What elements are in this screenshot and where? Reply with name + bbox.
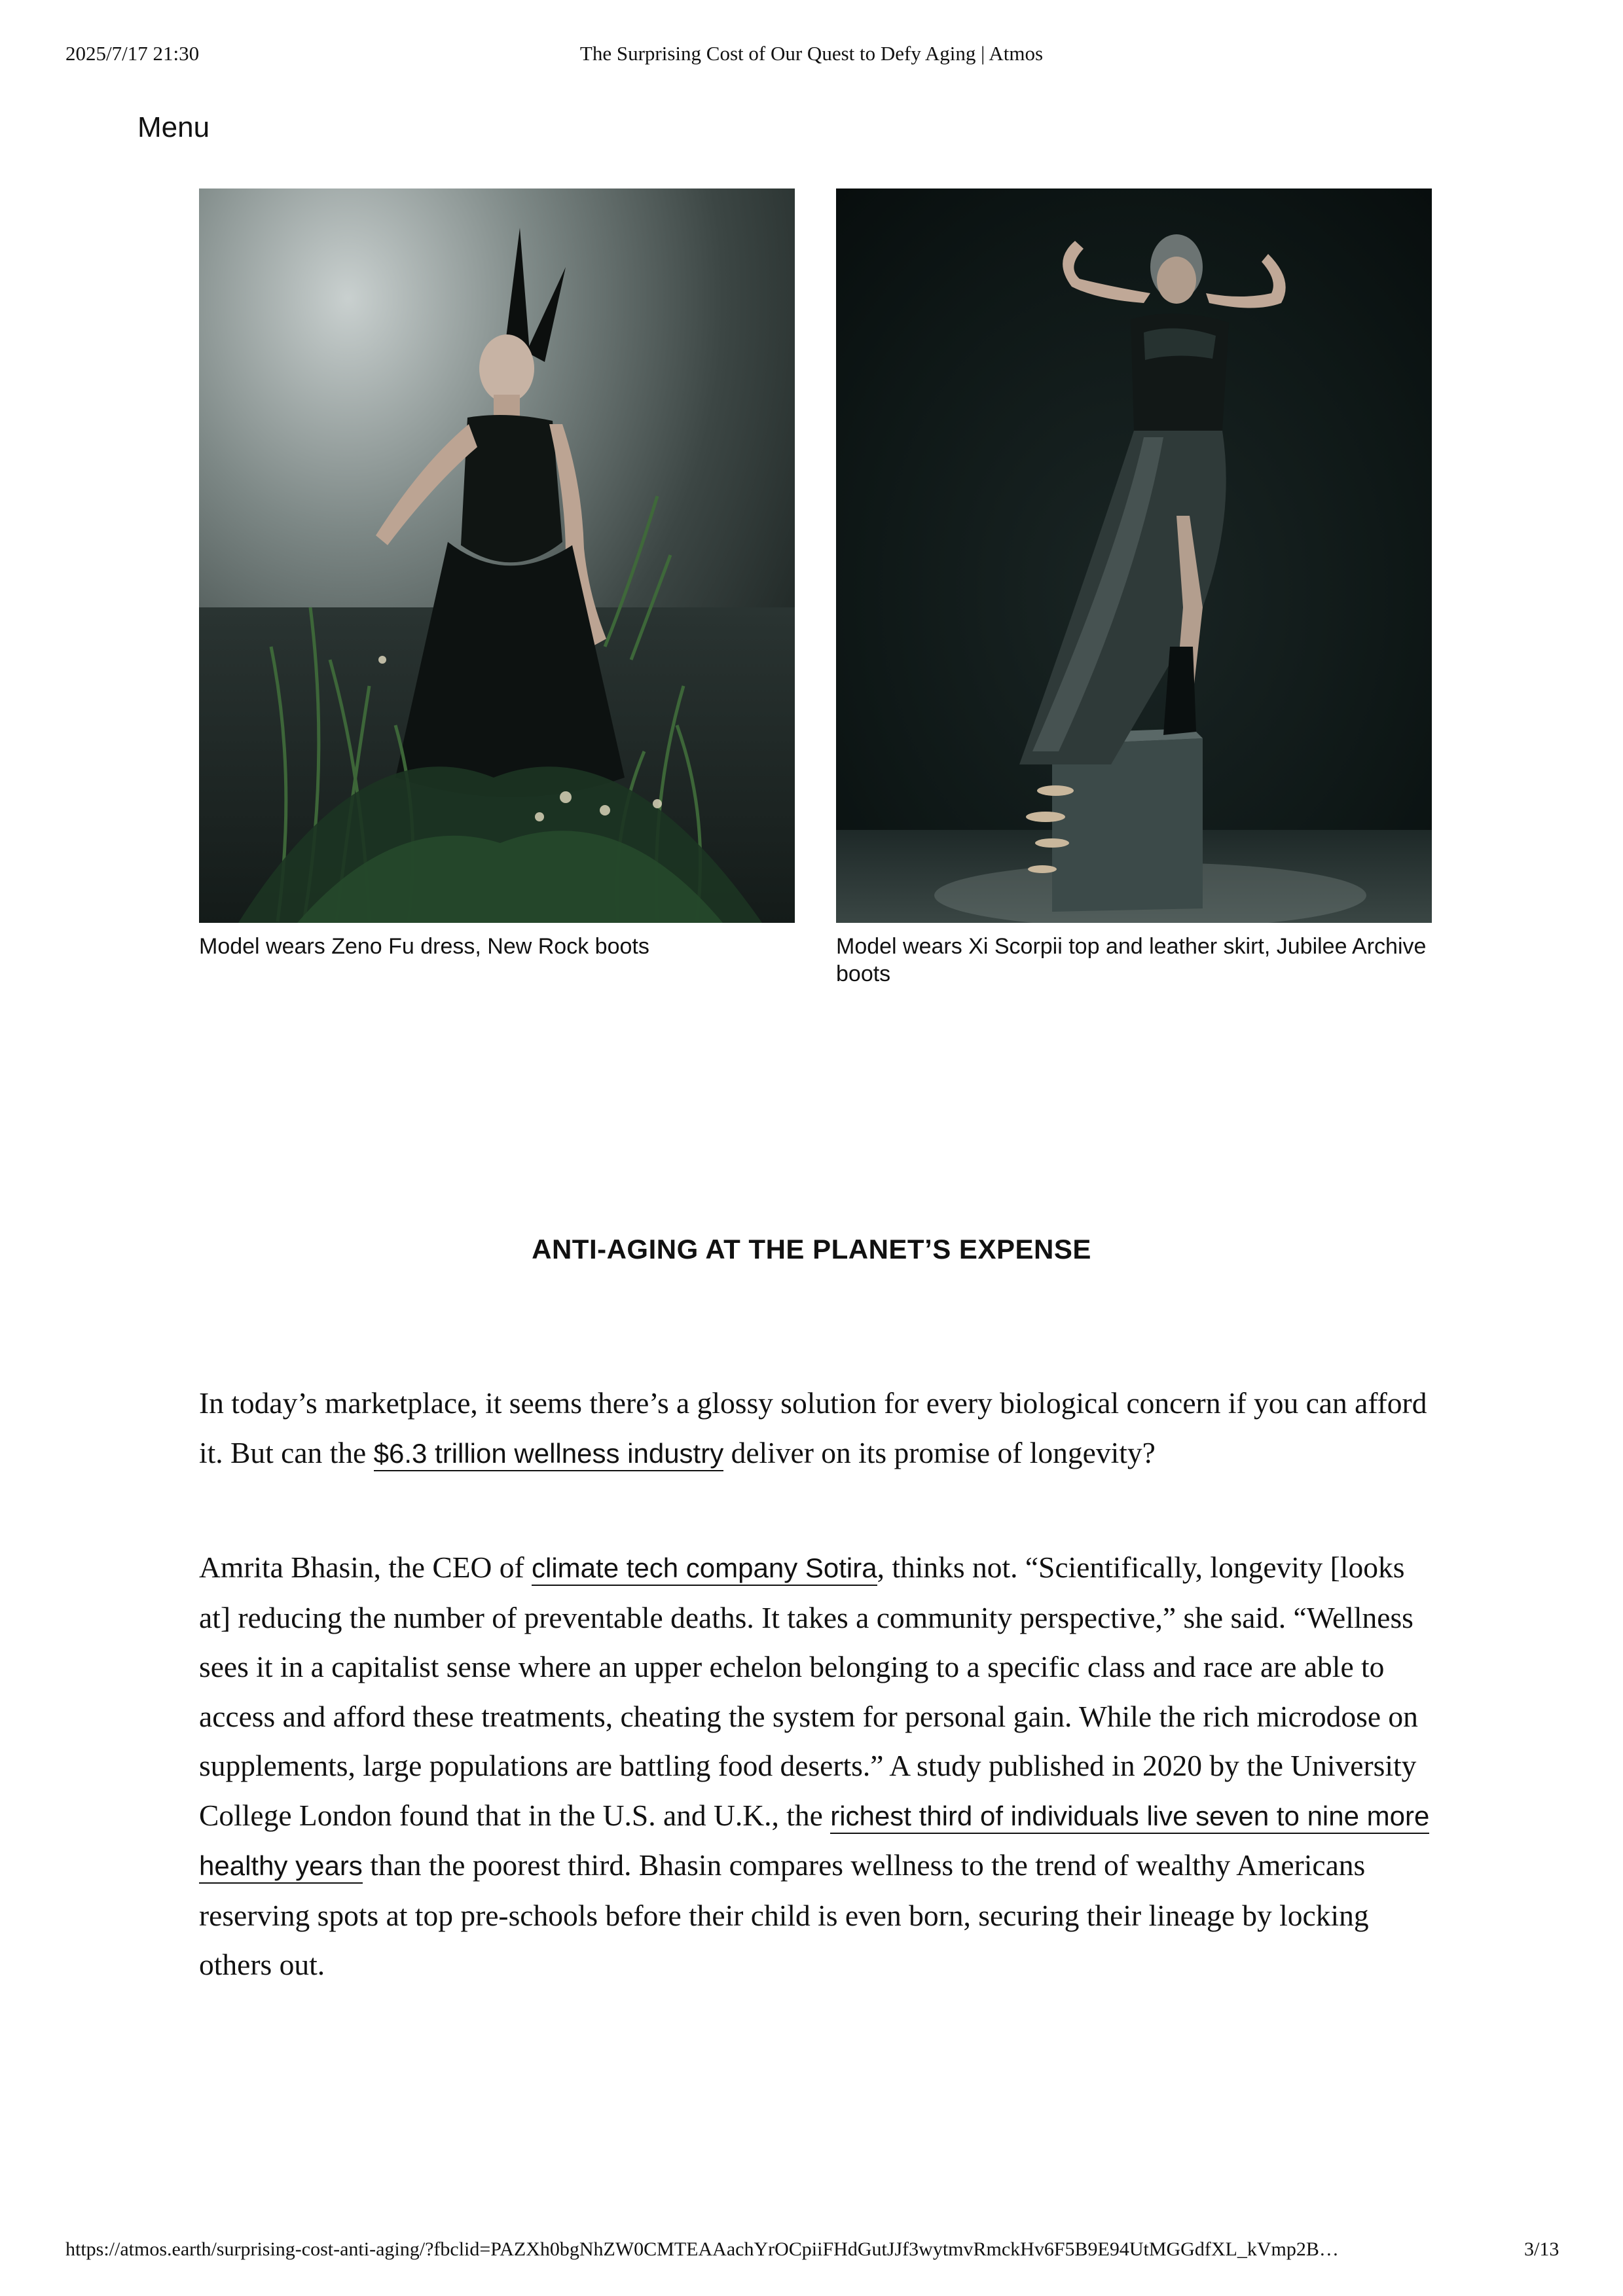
article-paragraph-2 — [199, 1543, 1443, 1990]
print-page-number: 3/13 — [1524, 2238, 1559, 2260]
article-paragraph-1 — [199, 1378, 1443, 1478]
paragraph-2-text-before: Amrita Bhasin, the CEO of — [199, 1551, 532, 1584]
print-datetime: 2025/7/17 21:30 — [65, 42, 200, 65]
menu-button[interactable]: Menu — [137, 111, 210, 143]
photo-model-on-plinth — [836, 188, 1432, 923]
paragraph-2-text-middle: , thinks not. “Scientifically, longevity [looks at] reducing the number of preventable deaths. It takes a community perspective,” she said. “Wellness sees it in a capitalist sense where an upper echelon belonging to a specific class and race are able to access and afford these treatments, cheating the system for personal gain. While the rich microdose on supplements, large populations are battling food deserts.” A study published in 2020 by the University College London found that in the U.S. and U.K., the — [199, 1551, 1418, 1832]
wellness-industry-link[interactable]: $6.3 trillion wellness industry — [374, 1438, 724, 1471]
paragraph-1-text-before: In today’s marketplace, it seems there’s a glossy solution for every biological concern if you can afford it. But can the — [199, 1386, 1427, 1469]
sotira-company-link[interactable]: climate tech company Sotira — [532, 1552, 877, 1586]
photo-model-on-plinth-image — [836, 188, 1432, 923]
healthy-years-study-link[interactable]: richest third of individuals live seven to nine more healthy years — [199, 1801, 1429, 1884]
print-header — [0, 42, 1623, 75]
paragraph-1-text-after: deliver on its promise of longevity? — [723, 1435, 1156, 1469]
photo-model-in-grass — [199, 188, 795, 923]
print-url: https://atmos.earth/surprising-cost-anti-aging/?fbclid=PAZXh0bgNhZW0CMTEAAachYrOCpiiFHdGutJJf3wytmvRmckHv6F5B9E94UtMGGdfXL_kVmp2B… — [65, 2238, 1339, 2260]
paragraph-2-text-after: than the poorest third. Bhasin compares wellness to the trend of wealthy Americans reserving spots at top pre-schools before their child is even born, securing their lineage by locking others out. — [199, 1848, 1369, 1981]
photo-caption-left: Model wears Zeno Fu dress, New Rock boots — [199, 934, 649, 959]
photo-model-in-grass-image — [199, 188, 795, 923]
print-page-title: The Surprising Cost of Our Quest to Defy Aging | Atmos — [579, 42, 1044, 65]
section-heading: ANTI-AGING AT THE PLANET’S EXPENSE — [532, 1234, 1091, 1265]
photo-caption-right: Model wears Xi Scorpii top and leather skirt, Jubilee Archive boots — [836, 934, 1427, 986]
